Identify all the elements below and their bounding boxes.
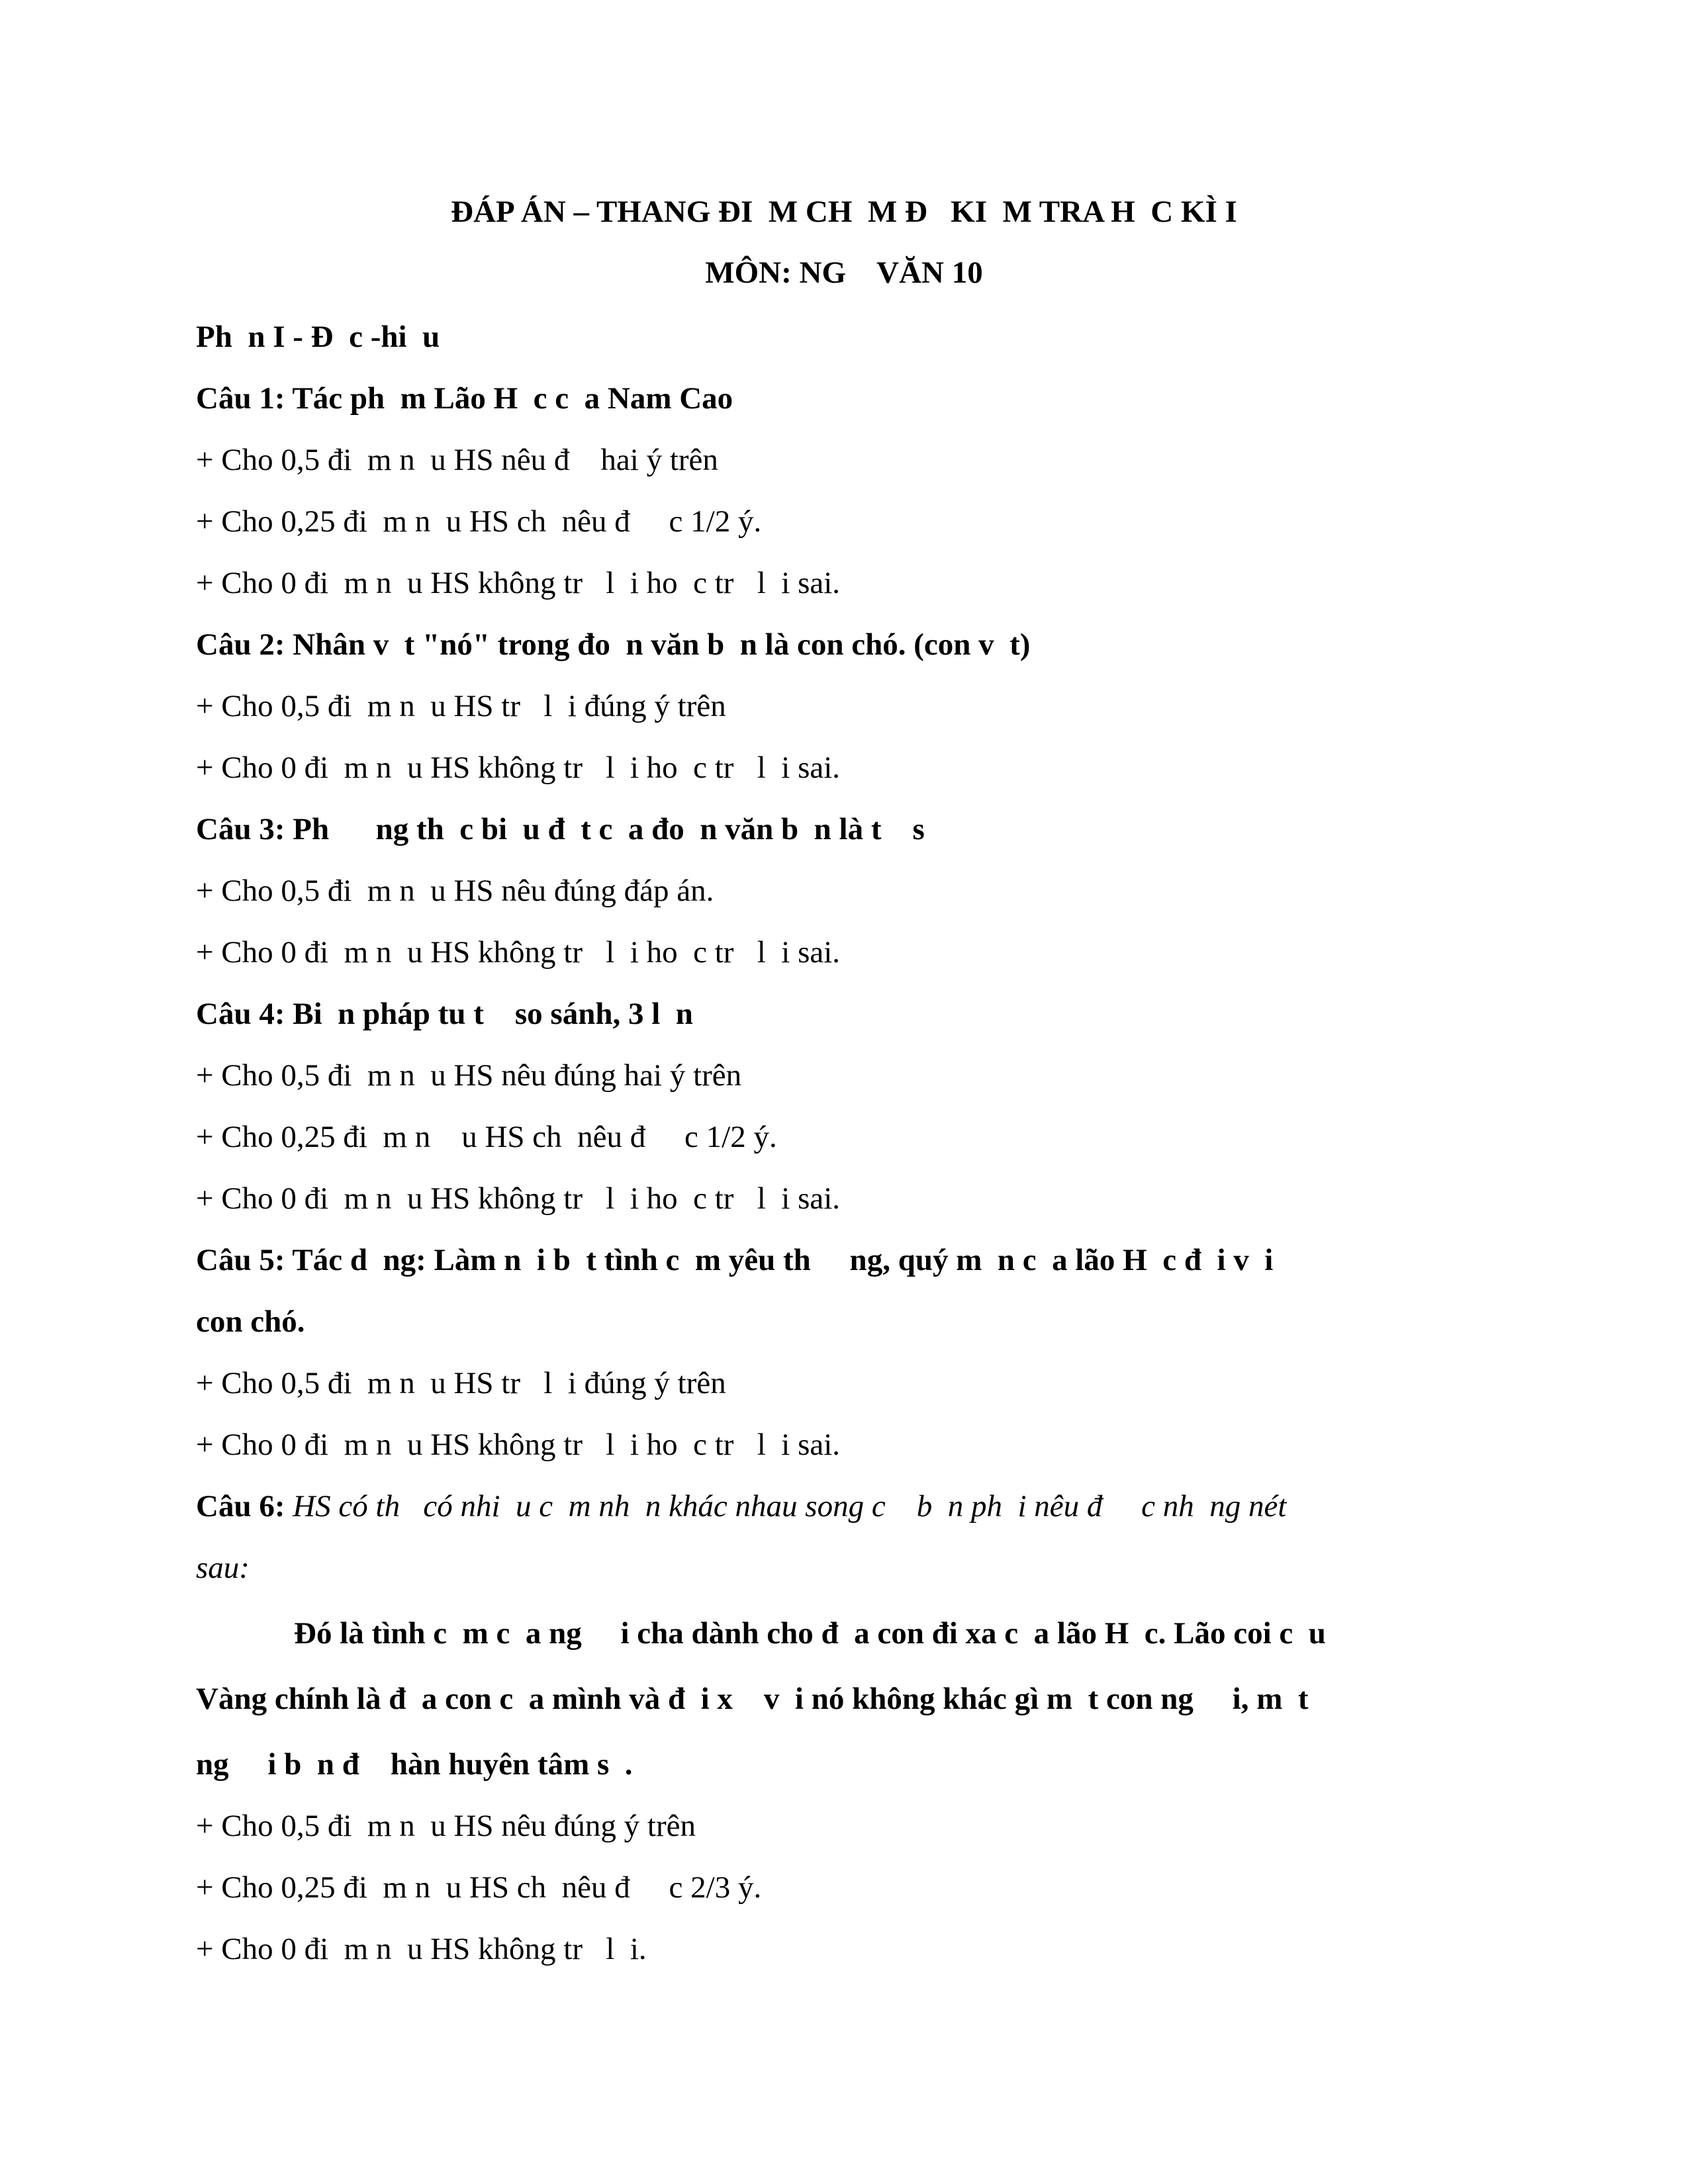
q2-criterion-2: + Cho 0 đi m n u HS không tr l i ho c tr l i sai. [196, 751, 841, 785]
q4-criterion-2: + Cho 0,25 đi m n u HS ch nêu đ c 1/2 ý. [196, 1120, 777, 1154]
q4-criterion-1: + Cho 0,5 đi m n u HS nêu đúng hai ý trên [196, 1058, 742, 1093]
q6-answer-line-3: ng i b n đ hàn huyên tâm s . [196, 1747, 633, 1782]
q3-criterion-1: + Cho 0,5 đi m n u HS nêu đúng đáp án. [196, 874, 714, 908]
q4-heading: Câu 4: Bi n pháp tu t so sánh, 3 l n [196, 997, 693, 1031]
document-title: ĐÁP ÁN – THANG ĐI M CH M Đ KI M TRA H C KÌ I [451, 195, 1237, 229]
q2-note: (con v t) [906, 627, 1031, 662]
q2-criterion-1: + Cho 0,5 đi m n u HS tr l i đúng ý trên [196, 689, 726, 723]
subject-title: MÔN: NG VĂN 10 [705, 255, 983, 290]
q6-intro-line-2: sau: [196, 1551, 250, 1585]
q6-intro-line-1 [196, 1488, 1286, 1524]
q6-criterion-1: + Cho 0,5 đi m n u HS nêu đúng ý trên [196, 1809, 696, 1843]
q5-heading-line-2: con chó. [196, 1304, 305, 1339]
q4-criterion-3: + Cho 0 đi m n u HS không tr l i ho c tr l i sai. [196, 1181, 841, 1216]
q6-criterion-3: + Cho 0 đi m n u HS không tr l i. [196, 1932, 647, 1966]
q3-heading: Câu 3: Ph ng th c bi u đ t c a đo n văn b n là t s [196, 812, 925, 846]
q6-intro-text: HS có th có nhi u c m nh n khác nhau song c b n ph i nêu đ c nh ng nét [293, 1489, 1287, 1524]
q3-criterion-2: + Cho 0 đi m n u HS không tr l i ho c tr l i sai. [196, 935, 841, 970]
q2-heading-line [196, 627, 1030, 662]
q6-answer-line-1: Đó là tình c m c a ng i cha dành cho đ a con đi xa c a lão H c. Lão coi c u [294, 1616, 1326, 1651]
q2-heading: Câu 2: Nhân v t "nó" trong đo n văn b n là con chó. [196, 627, 906, 662]
section-heading: Ph n I - Đ c -hi u [196, 320, 440, 354]
q1-criterion-3: + Cho 0 đi m n u HS không tr l i ho c tr l i sai. [196, 566, 841, 600]
q1-criterion-1: + Cho 0,5 đi m n u HS nêu đ hai ý trên [196, 443, 718, 477]
q5-heading-line-1: Câu 5: Tác d ng: Làm n i b t tình c m yêu th ng, quý m n c a lão H c đ i v i [196, 1243, 1274, 1277]
q6-answer-line-2: Vàng chính là đ a con c a mình và đ i x v i nó không khác gì m t con ng i, m t [196, 1682, 1309, 1716]
q6-label: Câu 6: [196, 1489, 293, 1524]
q5-criterion-2: + Cho 0 đi m n u HS không tr l i ho c tr l i sai. [196, 1428, 841, 1462]
q6-criterion-2: + Cho 0,25 đi m n u HS ch nêu đ c 2/3 ý. [196, 1870, 762, 1905]
q5-criterion-1: + Cho 0,5 đi m n u HS tr l i đúng ý trên [196, 1366, 726, 1400]
q1-criterion-2: + Cho 0,25 đi m n u HS ch nêu đ c 1/2 ý. [196, 504, 762, 539]
q1-heading: Câu 1: Tác ph m Lão H c c a Nam Cao [196, 381, 733, 416]
